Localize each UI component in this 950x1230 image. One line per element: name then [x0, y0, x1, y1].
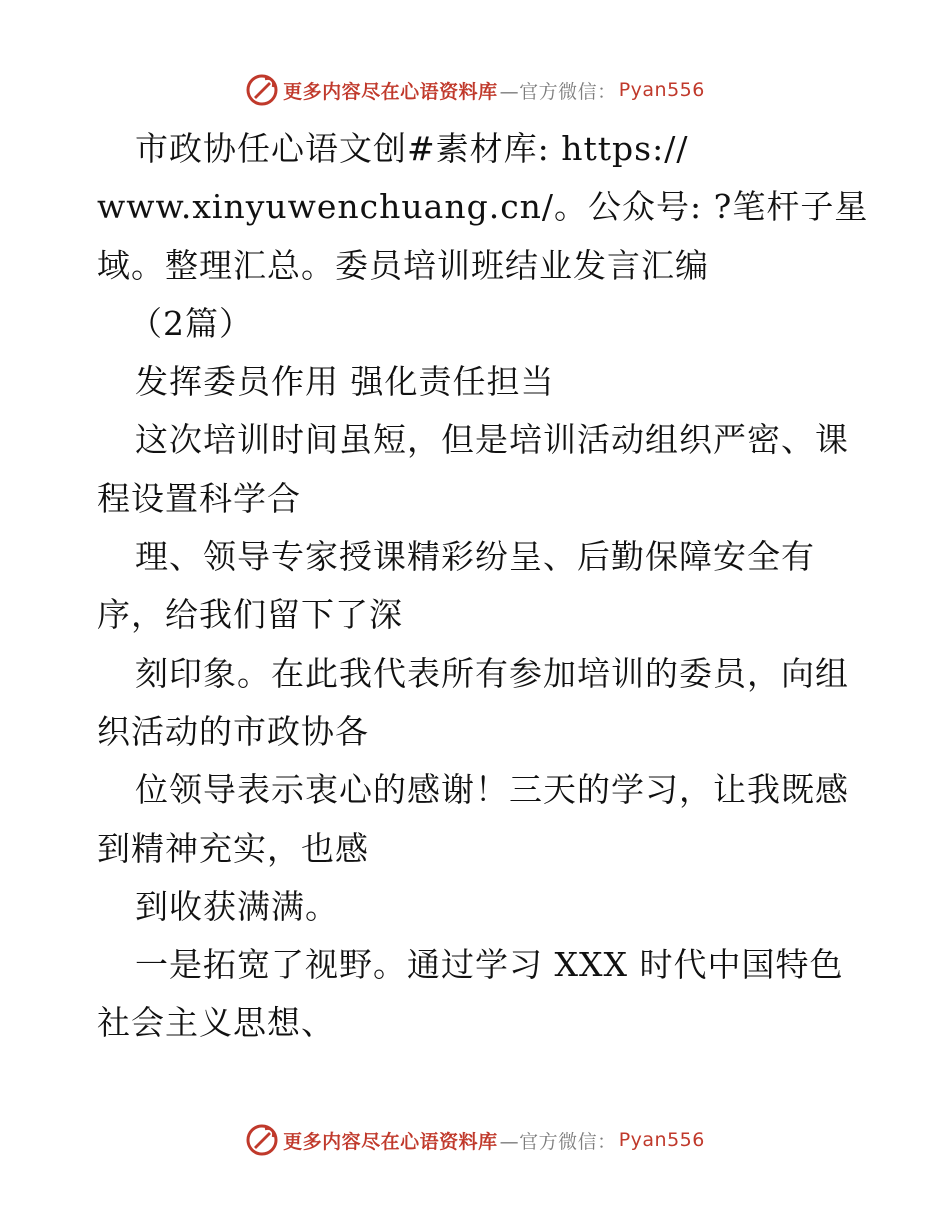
quill-logo-icon — [245, 73, 279, 107]
header-watermark — [0, 70, 950, 110]
brand-banner — [245, 73, 705, 107]
footer-main-text: 更多内容尽在心语资料库 — [283, 1130, 498, 1153]
text-line: 理、领导专家授课精彩纷呈、后勤保障安全有 — [135, 537, 815, 577]
quill-logo-icon — [245, 1123, 279, 1157]
text-line: 程设置科学合 — [97, 478, 301, 518]
header-wechat-id: Pyan556 — [618, 79, 705, 101]
footer-sub-text: —官方微信： — [499, 1130, 617, 1153]
header-main-text: 更多内容尽在心语资料库 — [283, 80, 498, 103]
text-line: 织活动的市政协各 — [97, 711, 369, 751]
text-line: 域。整理汇总。委员培训班结业发言汇编 — [97, 245, 709, 285]
brand-banner — [245, 1123, 705, 1157]
footer-watermark — [0, 1120, 950, 1160]
text-line: 刻印象。在此我代表所有参加培训的委员，向组 — [135, 653, 849, 693]
header-sub-text: —官方微信： — [499, 80, 617, 103]
document-body — [97, 120, 867, 1053]
text-line: 序，给我们留下了深 — [97, 595, 403, 635]
text-line: 社会主义思想、 — [97, 1003, 335, 1043]
text-line: www.xinyuwenchuang.cn/。公众号: ?笔杆子星 — [97, 187, 869, 227]
footer-wechat-id: Pyan556 — [618, 1129, 705, 1151]
text-line: 这次培训时间虽短，但是培训活动组织严密、课 — [135, 420, 849, 460]
text-line: 市政协任心语文创#素材库: https:// — [135, 129, 689, 168]
text-line: （2篇） — [129, 303, 253, 343]
section-heading: 发挥委员作用 强化责任担当 — [135, 362, 555, 402]
text-line: 到收获满满。 — [135, 886, 339, 926]
text-line: 到精神充实，也感 — [97, 828, 369, 868]
text-line: 位领导表示衷心的感谢！三天的学习，让我既感 — [135, 770, 849, 810]
text-line: 一是拓宽了视野。通过学习 XXX 时代中国特色 — [135, 945, 844, 985]
